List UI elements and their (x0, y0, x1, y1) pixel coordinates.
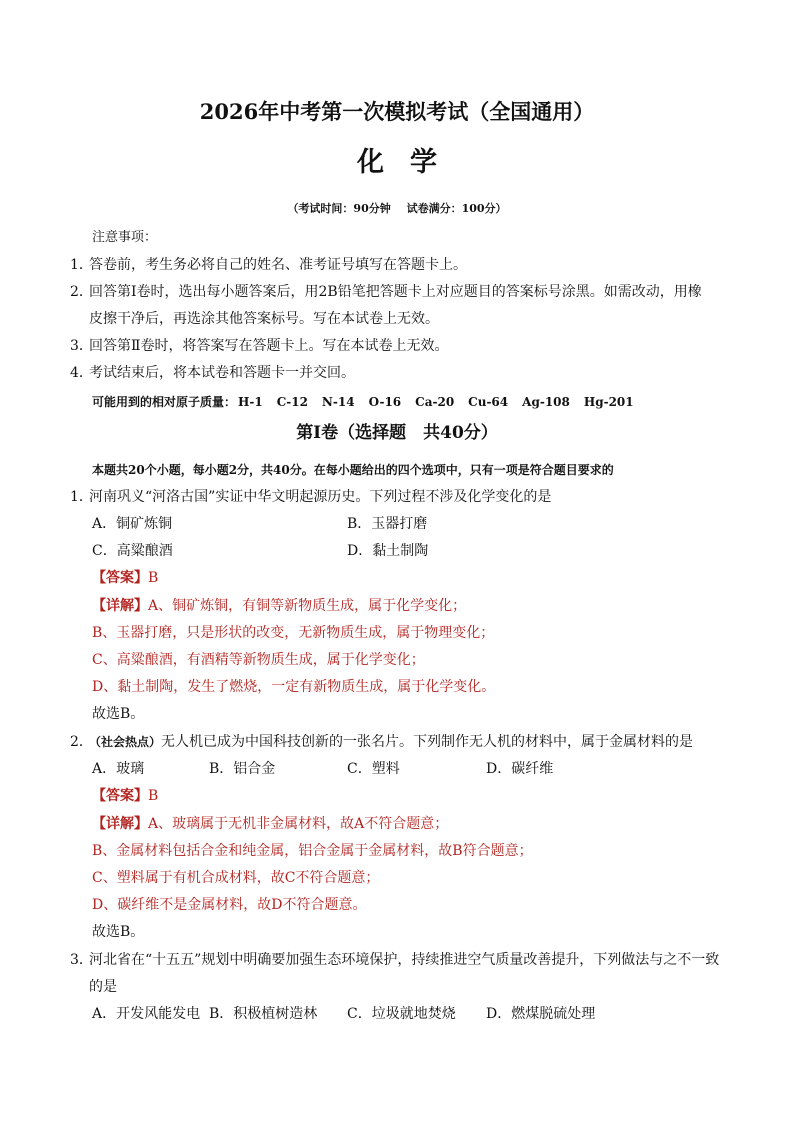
q2-detail-4: D、碳纤维不是金属材料，故D不符合题意。 (92, 897, 367, 913)
section-instruction: 本题共20个小题，每小题2分，共40分。在每小题给出的四个选项中，只有一项是符合题目要求的 (92, 463, 614, 477)
question-3-stem: 3．河北省在“十五五”规划中明确要加强生态环境保护，持续推进空气质量改善提升，下列做法与之不一致 (70, 952, 720, 968)
note-item-1: 1．答卷前，考生务必将自己的姓名、准考证号填写在答题卡上。 (70, 257, 467, 273)
q1-option-b: B．玉器打磨 (347, 516, 428, 532)
section-title: 第Ⅰ卷（选择题 共40分） (296, 423, 498, 443)
q2-option-b: B．铝合金 (209, 761, 276, 777)
q2-option-d: D．碳纤维 (486, 761, 554, 777)
question-3-stem-cont: 的是 (89, 979, 117, 995)
q1-detail-3: C、高粱酿酒，有酒精等新物质生成，属于化学变化； (92, 652, 425, 668)
atomic-masses: 可能用到的相对原子质量： H-1 C-12 N-14 O-16 Ca-20 Cu-64 Ag-108 Hg-201 (92, 395, 634, 409)
q3-option-c: C．垃圾就地焚烧 (347, 1006, 456, 1022)
note-item-3: 3．回答第Ⅱ卷时，将答案写在答题卡上。写在本试卷上无效。 (70, 338, 449, 354)
q3-option-b: B．积极植树造林 (209, 1006, 318, 1022)
exam-time: （考试时间：90分钟 (287, 202, 391, 215)
q1-detail-1: 【详解】A、铜矿炼铜，有铜等新物质生成，属于化学变化； (92, 598, 467, 614)
subject-title: 化学 (357, 147, 463, 178)
notes-heading: 注意事项： (92, 230, 158, 245)
q1-option-c: C．高粱酿酒 (92, 543, 173, 559)
q2-detail-1: 【详解】A、玻璃属于无机非金属材料，故A不符合题意； (92, 816, 449, 832)
atomic-label: 可能用到的相对原子质量： (92, 395, 237, 409)
q1-conclusion: 故选B。 (92, 706, 145, 722)
note-item-2-cont: 皮擦干净后，再选涂其他答案标号。写在本试卷上无效。 (89, 311, 439, 327)
question-2-stem: 2．（社会热点）无人机已成为中国科技创新的一张名片。下列制作无人机的材料中，属于金属材料的是 (70, 734, 694, 750)
q2-detail-2: B、金属材料包括合金和纯金属，铝合金属于金属材料，故B符合题意； (92, 843, 533, 859)
note-item-2: 2．回答第Ⅰ卷时，选出每小题答案后，用2B铅笔把答题卡上对应题目的答案标号涂黑。如需改动，用橡 (70, 284, 702, 300)
full-score: 试卷满分：100分） (406, 202, 507, 215)
note-item-4: 4．考试结束后，将本试卷和答题卡一并交回。 (70, 365, 355, 381)
q1-detail-2: B、玉器打磨，只是形状的改变，无新物质生成，属于物理变化； (92, 625, 495, 641)
q2-conclusion: 故选B。 (92, 924, 145, 940)
q1-detail-4: D、黏土制陶，发生了燃烧，一定有新物质生成，属于化学变化。 (92, 679, 496, 695)
q1-option-a: A．铜矿炼铜 (92, 516, 173, 532)
q1-option-d: D．黏土制陶 (347, 543, 429, 559)
q2-option-a: A．玻璃 (92, 761, 145, 777)
exam-title: 2026年中考第一次模拟考试（全国通用） (199, 99, 595, 124)
q2-detail-3: C、塑料属于有机合成材料，故C不符合题意； (92, 870, 380, 886)
question-1-stem: 1．河南巩义“河洛古国”实证中华文明起源历史。下列过程不涉及化学变化的是 (70, 489, 552, 505)
q2-tag: （社会热点） (89, 735, 162, 749)
q2-option-c: C．塑料 (347, 761, 400, 777)
q1-answer: 【答案】B (92, 570, 159, 586)
q2-answer: 【答案】B (92, 788, 159, 804)
exam-info (0, 201, 794, 217)
q3-option-a: A．开发风能发电 (92, 1006, 201, 1022)
q3-option-d: D．燃煤脱硫处理 (486, 1006, 596, 1022)
